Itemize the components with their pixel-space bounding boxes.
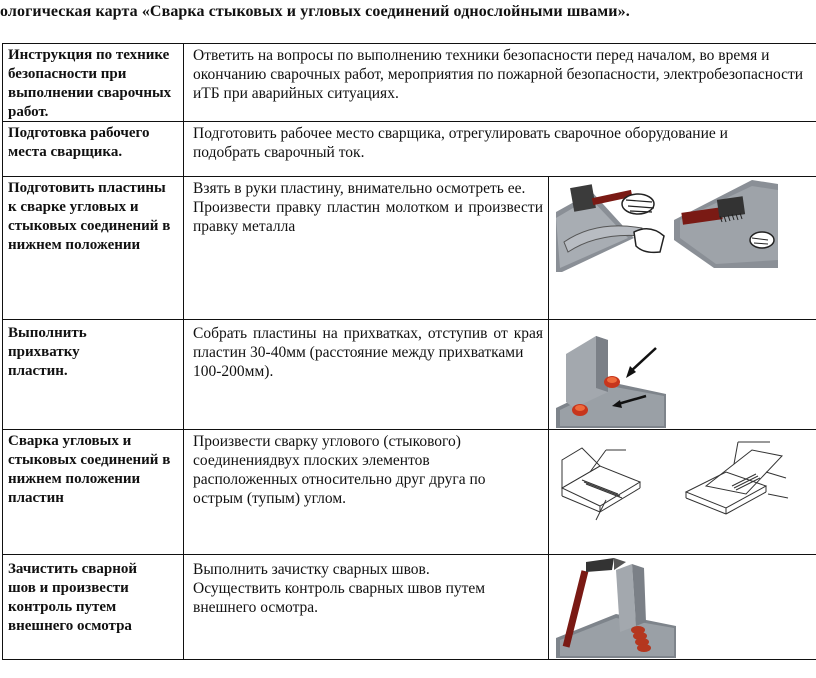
- action-cell-2: Подготовить рабочее место сварщика, отрегулировать сварочное оборудование и подобрать сварочный ток.: [193, 125, 728, 161]
- step-cell-6: Зачистить сварной шов и произвести контроль путем внешнего осмотра: [8, 561, 138, 634]
- page-title: ологическая карта «Сварка стыковых и угловых соединений однослойными швами».: [0, 3, 630, 20]
- table-border-left: [2, 43, 3, 660]
- table-border-top: [2, 43, 816, 44]
- step-cell-1: Инструкция по технике безопасности при выполнении сварочных работ.: [8, 47, 172, 120]
- action-cell-1: Ответить на вопросы по выполнению техники безопасности перед началом, во время и окончанию сварочных работ, мероприятия по пожарной безопасности, электробезопасности иТБ при аварийных ситуациях.: [193, 47, 804, 102]
- step-cell-3: Подготовить пластины к сварке угловых и стыковых соединений в нижнем положении: [8, 180, 171, 253]
- row-divider: [2, 319, 816, 320]
- corner-joint-diagrams-image: [556, 436, 806, 526]
- action-cell-3: Взять в руки пластину, внимательно осмотреть ее. Произвести правку пластин молотком и произвести правку металла: [193, 180, 543, 235]
- step-cell-2: Подготовка рабочего места сварщика.: [8, 125, 150, 160]
- row-divider: [2, 176, 816, 177]
- step-cell-5: Сварка угловых и стыковых соединений в нижнем положении пластин: [8, 433, 171, 506]
- table-border-bottom: [2, 659, 816, 660]
- action-cell-5: Произвести сварку углового (стыкового) соединениядвух плоских элементов расположенных относительно друг друга по острым (тупым) углом.: [193, 433, 486, 507]
- action-cell-4: Собрать пластины на прихватках, отступив от края пластин 30-40мм (расстояние между прихватками 100-200мм).: [193, 325, 543, 380]
- weld-seam-cleaning-image: [556, 556, 676, 658]
- row-divider: [2, 554, 816, 555]
- action-cell-6: Выполнить зачистку сварных швов. Осуществить контроль сварных швов путем внешнего осмотра.: [193, 561, 486, 616]
- column-divider: [183, 43, 184, 660]
- hammer-plate-straightening-image: [556, 180, 778, 272]
- step-cell-4: Выполнить прихватку пластин.: [8, 325, 87, 379]
- column-divider: [548, 176, 549, 660]
- row-divider: [2, 429, 816, 430]
- tack-weld-plates-image: [556, 322, 666, 428]
